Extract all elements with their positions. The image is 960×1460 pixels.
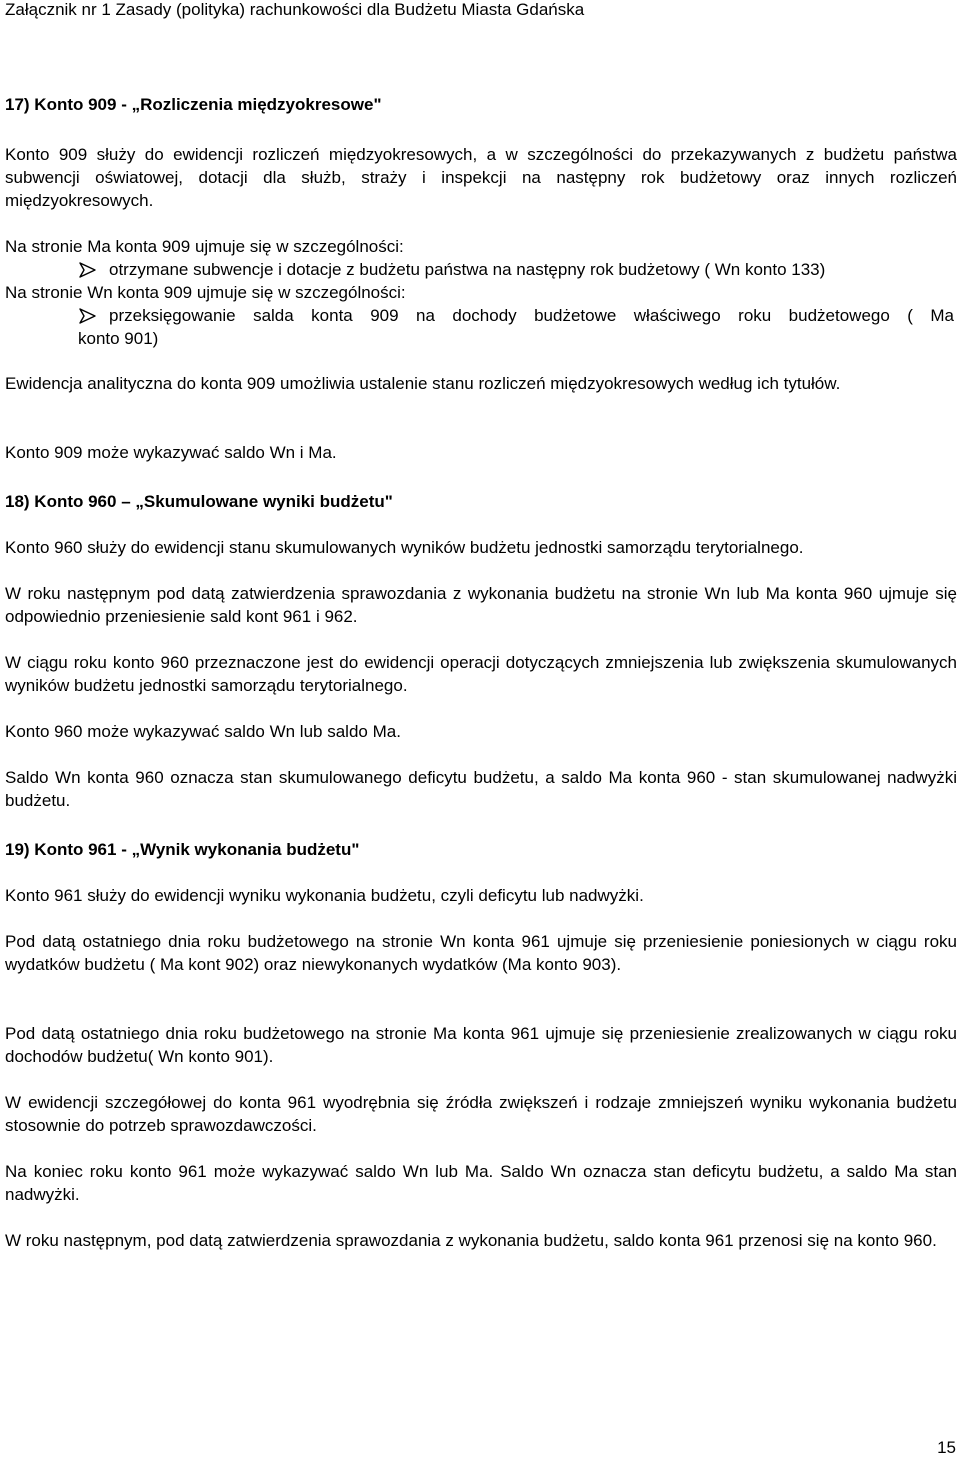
section-19-heading: 19) Konto 961 - „Wynik wykonania budżetu" xyxy=(5,840,360,859)
section-18-paragraph-4: Konto 960 może wykazywać saldo Wn lub saldo Ma. xyxy=(5,722,401,741)
section-17-ma-bullet xyxy=(5,258,957,281)
section-19-paragraph-4: W ewidencji szczegółowej do konta 961 wyodrębnia się źródła zwiększeń i rodzaje zmniejszeń wyniku wykonania budżetu stosownie do potrzeb sprawozdawczości. xyxy=(5,1093,957,1135)
section-17-ma-bullet-text: otrzymane subwencje i dotacje z budżetu państwa na następny rok budżetowy ( Wn konto 133) xyxy=(109,260,826,279)
section-18-paragraph-3: W ciągu roku konto 960 przeznaczone jest do ewidencji operacji dotyczących zmniejszenia lub zwiększenia skumulowanych wyników budżetu jednostki samorządu terytorialnego. xyxy=(5,653,957,695)
section-19-paragraph-1: Konto 961 służy do ewidencji wyniku wykonania budżetu, czyli deficytu lub nadwyżki. xyxy=(5,886,644,905)
arrow-bullet-icon xyxy=(78,308,98,324)
section-18-heading-title: „Skumulowane wyniki budżetu" xyxy=(135,492,393,511)
running-header: Załącznik nr 1 Zasady (polityka) rachunkowości dla Budżetu Miasta Gdańska xyxy=(5,0,585,19)
section-17-wn-bullet xyxy=(5,304,957,350)
section-19-paragraph-3: Pod datą ostatniego dnia roku budżetowego na stronie Ma konta 961 ujmuje się przeniesienie zrealizowanych w ciągu roku dochodów budżetu( Wn konto 901). xyxy=(5,1024,957,1066)
section-17-wn-bullet-line-2: konto 901) xyxy=(78,329,159,348)
section-19-paragraph-5: Na koniec roku konto 961 może wykazywać saldo Wn lub Ma. Saldo Wn oznacza stan deficytu budżetu, a saldo Ma stan nadwyżki. xyxy=(5,1162,957,1204)
section-17-ma-intro: Na stronie Ma konta 909 ujmuje się w szczególności: xyxy=(5,237,404,256)
section-17-wn-bullet-line-1: przeksięgowanie salda konta 909 na dochody budżetowe właściwego roku budżetowego ( Ma xyxy=(109,306,954,325)
section-18-paragraph-2: W roku następnym pod datą zatwierdzenia sprawozdania z wykonania budżetu na stronie Wn lub Ma konta 960 ujmuje się odpowiednio przeniesienie sald kont 961 i 962. xyxy=(5,584,957,626)
section-18-paragraph-5: Saldo Wn konta 960 oznacza stan skumulowanego deficytu budżetu, a saldo Ma konta 960 - stan skumulowanej nadwyżki budżetu. xyxy=(5,768,957,810)
arrow-bullet-icon xyxy=(78,262,98,278)
section-17-paragraph-3: Konto 909 może wykazywać saldo Wn i Ma. xyxy=(5,443,337,462)
section-17-heading: 17) Konto 909 - „Rozliczenia międzyokresowe" xyxy=(5,95,382,114)
section-18-heading xyxy=(5,490,957,513)
section-17-wn-bullet-text xyxy=(78,304,954,350)
section-19-paragraph-2: Pod datą ostatniego dnia roku budżetowego na stronie Wn konta 961 ujmuje się przeniesienie poniesionych w ciągu roku wydatków budżetu ( Ma kont 902) oraz niewykonanych wydatków (Ma konto 903). xyxy=(5,932,957,974)
section-19-paragraph-6: W roku następnym, pod datą zatwierdzenia sprawozdania z wykonania budżetu, saldo konta 961 przenosi się na konto 960. xyxy=(5,1231,937,1250)
section-17-paragraph-2: Ewidencja analityczna do konta 909 umożliwia ustalenie stanu rozliczeń międzyokresowych według ich tytułów. xyxy=(5,374,841,393)
section-18-heading-dash: – xyxy=(121,492,131,511)
section-17-wn-intro: Na stronie Wn konta 909 ujmuje się w szczególności: xyxy=(5,283,406,302)
section-18-heading-number: 18) Konto 960 xyxy=(5,492,117,511)
section-17-paragraph-1: Konto 909 służy do ewidencji rozliczeń międzyokresowych, a w szczególności do przekazywanych z budżetu państwa subwencji oświatowej, dotacji dla służb, straży i inspekcji na następny rok budżetowy oraz innych rozliczeń międzyokresowych. xyxy=(5,145,957,210)
page-number: 15 xyxy=(937,1438,956,1457)
section-18-paragraph-1: Konto 960 służy do ewidencji stanu skumulowanych wyników budżetu jednostki samorządu terytorialnego. xyxy=(5,538,804,557)
